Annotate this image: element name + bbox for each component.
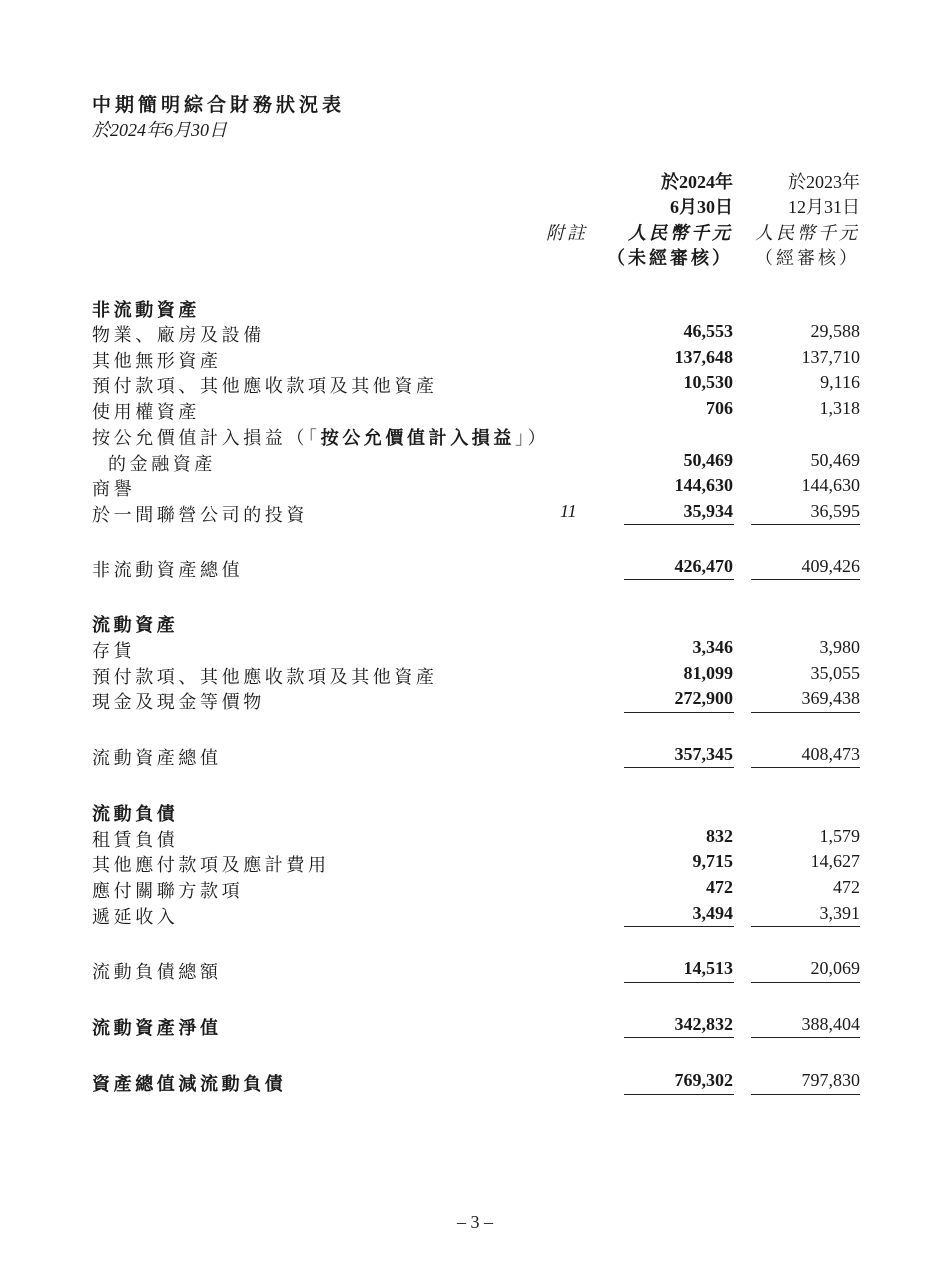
row-label: 應付關聯方款項 [92, 881, 244, 901]
divider [624, 524, 734, 525]
row-value-2023: 388,404 [801, 1014, 860, 1034]
row-value-2024: 3,494 [692, 903, 733, 923]
row-value-2023: 50,469 [810, 450, 860, 470]
row-value-2024: 9,715 [692, 851, 733, 871]
table-row [0, 398, 950, 424]
row-label: 租賃負債 [92, 830, 179, 850]
divider [751, 982, 860, 983]
table-row [0, 321, 950, 347]
page-title: 中期簡明綜合財務狀況表 [92, 95, 346, 116]
table-row [0, 826, 950, 852]
row-label: 商譽 [92, 479, 136, 499]
divider [751, 1094, 860, 1095]
label-defined-term: 按公允價值計入損益 [320, 428, 516, 448]
table-row [0, 372, 950, 398]
row-label: 流動負債總額 [92, 962, 222, 982]
divider [624, 1094, 734, 1095]
section-row [0, 800, 950, 826]
row-value-2024: 14,513 [683, 958, 733, 978]
table-row [0, 475, 950, 501]
row-label: 非流動資產總值 [92, 560, 244, 580]
col1-header-audit-status: （未經審核） [607, 248, 733, 268]
col2-header-year: 於2023年 [788, 172, 860, 192]
divider [624, 579, 734, 580]
row-label: 現金及現金等價物 [92, 692, 265, 712]
row-value-2023: 20,069 [810, 958, 860, 978]
row-value-2024: 46,553 [683, 321, 733, 341]
row-label: 使用權資產 [92, 402, 200, 422]
row-value-2024: 357,345 [674, 744, 733, 764]
divider [751, 1037, 860, 1038]
section-row [0, 296, 950, 322]
col2-header-audit-status: （經審核） [755, 248, 860, 268]
divider [624, 712, 734, 713]
row-value-2023: 3,391 [819, 903, 860, 923]
col2-header-currency: 人民幣千元 [755, 223, 860, 243]
row-value-2023: 1,579 [819, 826, 860, 846]
section-heading-current-assets: 流動資產 [92, 615, 179, 635]
row-label: 資產總值減流動負債 [92, 1074, 287, 1094]
row-value-2023: 35,055 [810, 663, 860, 683]
col1-header-year: 於2024年 [661, 172, 733, 192]
row-label: 其他應付款項及應計費用 [92, 855, 330, 875]
table-row [0, 851, 950, 877]
divider [751, 524, 860, 525]
row-label: 預付款項、其他應收款項及其他資產 [92, 667, 438, 687]
row-label: 存貨 [92, 641, 136, 661]
row-label: 預付款項、其他應收款項及其他資產 [92, 376, 438, 396]
table-row [0, 450, 950, 476]
row-value-2023: 1,318 [819, 398, 860, 418]
row-value-2024: 35,934 [683, 501, 733, 521]
row-value-2023: 472 [833, 877, 860, 897]
table-row [0, 877, 950, 903]
row-value-2024: 144,630 [674, 475, 733, 495]
row-value-2024: 137,648 [674, 347, 733, 367]
row-value-2023: 408,473 [801, 744, 860, 764]
row-value-2024: 50,469 [683, 450, 733, 470]
row-value-2023: 144,630 [801, 475, 860, 495]
divider [624, 982, 734, 983]
divider [751, 926, 860, 927]
row-label: 流動資產總值 [92, 748, 222, 768]
table-row [0, 688, 950, 714]
row-label: 流動資產淨值 [92, 1018, 222, 1038]
row-label: 的金融資產 [108, 454, 216, 474]
table-row [0, 347, 950, 373]
row-value-2023: 137,710 [801, 347, 860, 367]
row-value-2024: 832 [706, 826, 733, 846]
divider [624, 1037, 734, 1038]
row-value-2024: 342,832 [674, 1014, 733, 1034]
row-label: 遞延收入 [92, 907, 179, 927]
row-value-2023: 29,588 [810, 321, 860, 341]
row-value-2023: 409,426 [801, 556, 860, 576]
row-note-ref: 11 [560, 501, 577, 521]
row-value-2024: 272,900 [674, 688, 733, 708]
row-value-2024: 426,470 [674, 556, 733, 576]
divider [751, 712, 860, 713]
divider [751, 579, 860, 580]
row-label [92, 424, 549, 450]
section-heading-current-liabilities: 流動負債 [92, 804, 179, 824]
row-value-2023: 797,830 [801, 1070, 860, 1090]
row-value-2023: 3,980 [819, 637, 860, 657]
section-row [0, 611, 950, 637]
table-row [0, 424, 950, 450]
label-part: 」） [515, 428, 550, 448]
row-value-2023: 9,116 [820, 372, 860, 392]
table-row [0, 1070, 950, 1096]
note-column-header: 附註 [546, 223, 588, 243]
table-row [0, 637, 950, 663]
divider [751, 767, 860, 768]
col2-header-date: 12月31日 [788, 197, 860, 217]
row-label: 其他無形資產 [92, 351, 222, 371]
row-value-2024: 10,530 [683, 372, 733, 392]
row-value-2024: 3,346 [692, 637, 733, 657]
section-heading-non-current-assets: 非流動資產 [92, 300, 200, 320]
row-value-2024: 81,099 [683, 663, 733, 683]
row-label: 於一間聯營公司的投資 [92, 505, 308, 525]
page-number: – 3 – [457, 1212, 493, 1232]
row-value-2023: 14,627 [810, 851, 860, 871]
row-value-2023: 369,438 [801, 688, 860, 708]
row-value-2024: 769,302 [674, 1070, 733, 1090]
row-value-2024: 472 [706, 877, 733, 897]
label-part: 按公允價值計入損益（「 [92, 428, 321, 448]
table-row [0, 958, 950, 984]
col1-header-date: 6月30日 [670, 197, 733, 217]
page-subtitle: 於2024年6月30日 [92, 120, 227, 140]
row-label: 物業、廠房及設備 [92, 325, 265, 345]
divider [624, 767, 734, 768]
divider [624, 926, 734, 927]
table-row [0, 663, 950, 689]
row-value-2023: 36,595 [810, 501, 860, 521]
row-value-2024: 706 [706, 398, 733, 418]
col1-header-currency: 人民幣千元 [628, 223, 733, 243]
